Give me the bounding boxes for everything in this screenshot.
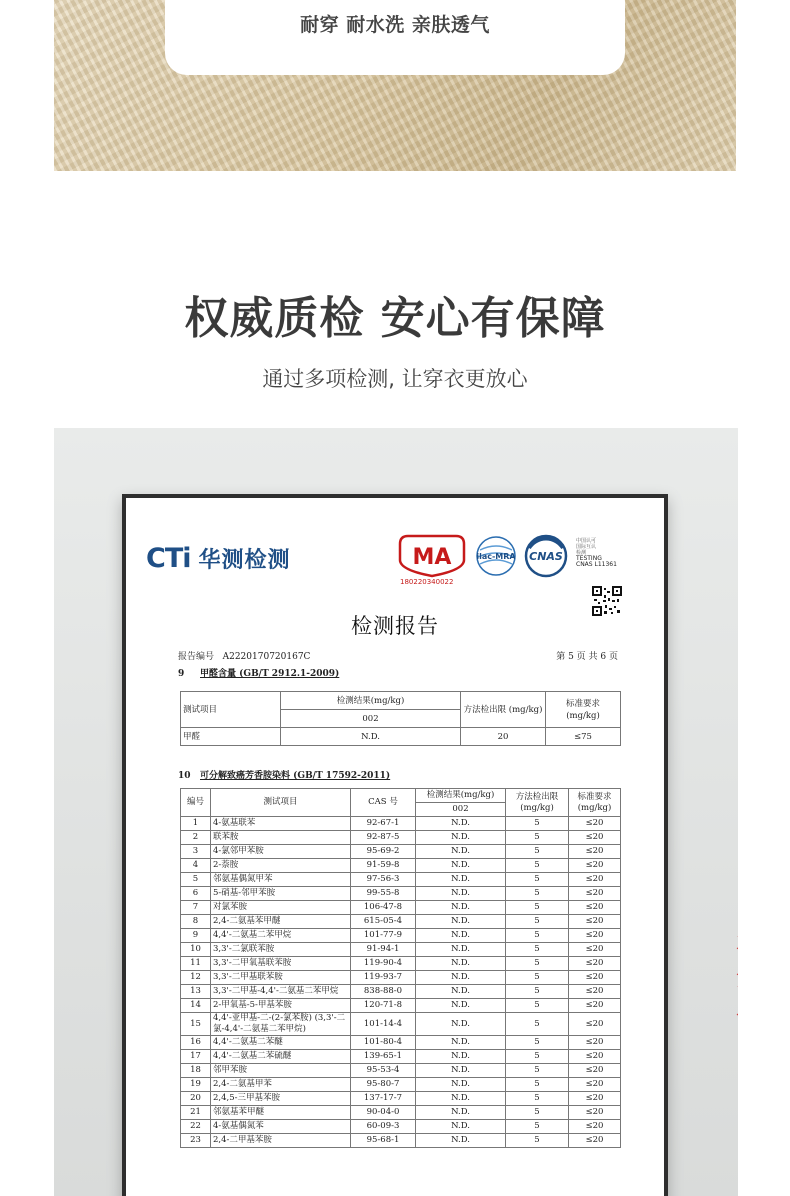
table-row (181, 971, 621, 985)
cell-item: 2,4,5-三甲基苯胺 (211, 1092, 351, 1106)
aromatic-amine-table (180, 788, 621, 1148)
cell-limit: 5 (506, 985, 569, 999)
cell-limit: 5 (506, 831, 569, 845)
cell-cas: 106-47-8 (351, 901, 416, 915)
cell-limit: 5 (506, 971, 569, 985)
table-header-row: 编号 测试项目 CAS 号 检测结果(mg/kg) 方法检出限 (mg/kg) 标准要求 (mg/kg) (181, 789, 621, 803)
banner-caption-card (165, 0, 625, 75)
table-row (181, 873, 621, 887)
cell-limit: 5 (506, 1092, 569, 1106)
table-row (181, 1120, 621, 1134)
cell-standard: ≤20 (569, 999, 621, 1013)
fabric-banner-image (54, 0, 736, 171)
cell-standard: ≤20 (569, 817, 621, 831)
cell-standard: ≤20 (569, 943, 621, 957)
cell-result: N.D. (416, 817, 506, 831)
cell-result: N.D. (416, 999, 506, 1013)
cell-item: 邻甲苯胺 (211, 1064, 351, 1078)
cell-limit: 5 (506, 1064, 569, 1078)
cell-no: 16 (181, 1036, 211, 1050)
cell-standard: ≤20 (569, 1013, 621, 1036)
cell-cas: 101-14-4 (351, 1013, 416, 1036)
report-frame (122, 494, 668, 1196)
cell-result: N.D. (416, 1092, 506, 1106)
cell-no: 20 (181, 1092, 211, 1106)
cell-result: N.D. (416, 957, 506, 971)
cell-item: 邻氨基苯甲醚 (211, 1106, 351, 1120)
cell-cas: 139-65-1 (351, 1050, 416, 1064)
cell-item: 4,4'-二氨基二苯硫醚 (211, 1050, 351, 1064)
cell-no: 2 (181, 831, 211, 845)
cell-cas: 95-69-2 (351, 845, 416, 859)
cell-item: 4-氨基偶氮苯 (211, 1120, 351, 1134)
cell-result: N.D. (416, 1036, 506, 1050)
cell-cas: 92-87-5 (351, 831, 416, 845)
cell-limit: 5 (506, 859, 569, 873)
table-row (181, 859, 621, 873)
cti-logo-name: 华测检测 (198, 547, 291, 573)
cell-cas: 615-05-4 (351, 915, 416, 929)
cell-standard: ≤20 (569, 929, 621, 943)
cnas-icon (526, 536, 566, 576)
table-row (181, 1092, 621, 1106)
table-row (181, 999, 621, 1013)
table-row (181, 1134, 621, 1148)
cell-item: 4-氯邻甲苯胺 (211, 845, 351, 859)
cell-no: 15 (181, 1013, 211, 1036)
cell-limit: 5 (506, 999, 569, 1013)
cell-item: 4-氨基联苯 (211, 817, 351, 831)
cell-cas: 137-17-7 (351, 1092, 416, 1106)
cell-no: 11 (181, 957, 211, 971)
cti-logo-mark: CTi (146, 542, 191, 574)
cell-standard: ≤20 (569, 1092, 621, 1106)
cell-result: N.D. (416, 971, 506, 985)
cell-standard: ≤20 (569, 971, 621, 985)
cell-limit: 5 (506, 1120, 569, 1134)
cell-item: 3,3'-二甲基-4,4'-二氨基二苯甲烷 (211, 985, 351, 999)
cell-standard: ≤20 (569, 845, 621, 859)
cell-item: 4,4'-亚甲基-二-(2-氯苯胺) (3,3'-二氯-4,4'-二氨基二苯甲烷) (211, 1013, 351, 1036)
page-indicator: 第 5 页 共 6 页 (556, 652, 618, 662)
cell-standard: ≤20 (569, 1078, 621, 1092)
cell-no: 21 (181, 1106, 211, 1120)
cell-no: 13 (181, 985, 211, 999)
table-header-row: 002 (181, 710, 621, 728)
table-row (181, 901, 621, 915)
cell-no: 5 (181, 873, 211, 887)
cell-limit: 5 (506, 1134, 569, 1148)
cti-logo (146, 538, 291, 578)
cell-no: 14 (181, 999, 211, 1013)
cell-limit: 5 (506, 1036, 569, 1050)
cell-standard: ≤20 (569, 1134, 621, 1148)
cell-cas: 91-94-1 (351, 943, 416, 957)
cell-standard: ≤20 (569, 887, 621, 901)
cell-no: 22 (181, 1120, 211, 1134)
table-row: 甲醛 N.D. 20 ≤75 (181, 728, 621, 746)
cell-limit: 5 (506, 845, 569, 859)
cell-standard: ≤20 (569, 1106, 621, 1120)
cell-no: 19 (181, 1078, 211, 1092)
svg-text:MA: MA (412, 545, 452, 570)
cell-item: 3,3'-二甲基联苯胺 (211, 971, 351, 985)
table-row (181, 817, 621, 831)
cma-number: 180220340022 (400, 578, 454, 586)
table-row (181, 1064, 621, 1078)
cell-cas: 60-09-3 (351, 1120, 416, 1134)
cell-item: 4,4'-二氨基二苯甲烷 (211, 929, 351, 943)
cell-item: 2-甲氧基-5-甲基苯胺 (211, 999, 351, 1013)
cell-no: 23 (181, 1134, 211, 1148)
cell-cas: 95-80-7 (351, 1078, 416, 1092)
cma-seal-icon (400, 536, 464, 576)
cell-result: N.D. (416, 1013, 506, 1036)
report-photo (54, 428, 738, 1196)
cell-item: 对氯苯胺 (211, 901, 351, 915)
cell-cas: 101-80-4 (351, 1036, 416, 1050)
cell-standard: ≤20 (569, 1036, 621, 1050)
cell-standard: ≤20 (569, 901, 621, 915)
report-paper (132, 504, 658, 1196)
cell-cas: 95-68-1 (351, 1134, 416, 1148)
cell-cas: 90-04-0 (351, 1106, 416, 1120)
cell-no: 3 (181, 845, 211, 859)
table-row (181, 985, 621, 999)
cell-standard: ≤20 (569, 915, 621, 929)
cell-cas: 838-88-0 (351, 985, 416, 999)
table-row (181, 929, 621, 943)
table-header-row: 测试项目 检测结果(mg/kg) 方法检出限 (mg/kg) 标准要求 (mg/kg) (181, 692, 621, 710)
cell-standard: ≤20 (569, 985, 621, 999)
report-number: 报告编号 A2220170720167C (178, 652, 311, 662)
cell-limit: 5 (506, 943, 569, 957)
table-header-row: 002 (181, 803, 621, 817)
table-row (181, 1013, 621, 1036)
cell-limit: 5 (506, 915, 569, 929)
cell-limit: 5 (506, 873, 569, 887)
cell-result: N.D. (416, 943, 506, 957)
cell-no: 12 (181, 971, 211, 985)
cell-standard: ≤20 (569, 957, 621, 971)
aromatic-amine-rows (181, 817, 621, 1148)
cell-limit: 5 (506, 929, 569, 943)
cell-item: 联苯胺 (211, 831, 351, 845)
cell-no: 17 (181, 1050, 211, 1064)
cell-result: N.D. (416, 985, 506, 999)
cell-item: 2-萘胺 (211, 859, 351, 873)
cnas-accreditation-text: 中国认可 国际互认 检测 TESTING CNAS L11361 (576, 538, 617, 568)
cell-item: 5-硝基-邻甲苯胺 (211, 887, 351, 901)
report-title: 检测报告 (351, 614, 439, 638)
cell-cas: 97-56-3 (351, 873, 416, 887)
cell-result: N.D. (416, 929, 506, 943)
cell-standard: ≤20 (569, 859, 621, 873)
cell-no: 6 (181, 887, 211, 901)
cell-item: 2,4-二甲基苯胺 (211, 1134, 351, 1148)
table-row (181, 1050, 621, 1064)
cell-limit: 5 (506, 887, 569, 901)
cell-standard: ≤20 (569, 873, 621, 887)
cell-cas: 92-67-1 (351, 817, 416, 831)
cell-limit: 5 (506, 1013, 569, 1036)
ilac-mra-icon (476, 537, 516, 575)
cell-result: N.D. (416, 1050, 506, 1064)
table-row (181, 943, 621, 957)
cell-standard: ≤20 (569, 1064, 621, 1078)
cell-cas: 119-90-4 (351, 957, 416, 971)
table-row (181, 831, 621, 845)
red-stamp-edge (735, 934, 738, 1024)
section-9-heading: 9 甲醛含量 (GB/T 2912.1-2009) (178, 669, 340, 679)
svg-text:ilac-MRA: ilac-MRA (476, 552, 516, 561)
cell-cas: 120-71-8 (351, 999, 416, 1013)
cell-no: 9 (181, 929, 211, 943)
cell-item: 3,3'-二氯联苯胺 (211, 943, 351, 957)
table-row (181, 1078, 621, 1092)
cell-cas: 119-93-7 (351, 971, 416, 985)
cell-no: 8 (181, 915, 211, 929)
cell-item: 2,4-二氨基苯甲醚 (211, 915, 351, 929)
table-row (181, 887, 621, 901)
cell-limit: 5 (506, 957, 569, 971)
cell-limit: 5 (506, 1078, 569, 1092)
cell-cas: 91-59-8 (351, 859, 416, 873)
table-row (181, 1036, 621, 1050)
section-subheadline: 通过多项检测, 让穿衣更放心 (262, 367, 528, 391)
section-10-heading: 10 可分解致癌芳香胺染料 (GB/T 17592-2011) (178, 771, 391, 781)
cell-result: N.D. (416, 915, 506, 929)
cell-item: 4,4'-二氨基二苯醚 (211, 1036, 351, 1050)
certification-marks (396, 530, 626, 590)
cell-result: N.D. (416, 1120, 506, 1134)
cell-cas: 95-53-4 (351, 1064, 416, 1078)
cell-standard: ≤20 (569, 831, 621, 845)
cell-result: N.D. (416, 901, 506, 915)
cell-result: N.D. (416, 1064, 506, 1078)
cell-item: 2,4-二氨基甲苯 (211, 1078, 351, 1092)
cell-item: 邻氨基偶氮甲苯 (211, 873, 351, 887)
cell-result: N.D. (416, 831, 506, 845)
cell-result: N.D. (416, 859, 506, 873)
cell-result: N.D. (416, 873, 506, 887)
cell-no: 7 (181, 901, 211, 915)
table-row (181, 845, 621, 859)
cell-limit: 5 (506, 1050, 569, 1064)
cell-result: N.D. (416, 1134, 506, 1148)
svg-text:CNAS: CNAS (529, 550, 563, 563)
cell-limit: 5 (506, 901, 569, 915)
cell-cas: 101-77-9 (351, 929, 416, 943)
cell-result: N.D. (416, 1106, 506, 1120)
cell-no: 1 (181, 817, 211, 831)
cell-result: N.D. (416, 845, 506, 859)
cell-no: 18 (181, 1064, 211, 1078)
cell-item: 3,3'-二甲氧基联苯胺 (211, 957, 351, 971)
table-row (181, 915, 621, 929)
banner-caption: 耐穿 耐水洗 亲肤透气 (300, 14, 490, 36)
cell-limit: 5 (506, 817, 569, 831)
cell-result: N.D. (416, 1078, 506, 1092)
cell-result: N.D. (416, 887, 506, 901)
table-row (181, 1106, 621, 1120)
section-headline: 权威质检 安心有保障 (184, 293, 606, 344)
cell-no: 4 (181, 859, 211, 873)
cell-cas: 99-55-8 (351, 887, 416, 901)
cell-no: 10 (181, 943, 211, 957)
cell-limit: 5 (506, 1106, 569, 1120)
cell-standard: ≤20 (569, 1050, 621, 1064)
formaldehyde-table (180, 691, 621, 746)
table-row (181, 957, 621, 971)
cell-standard: ≤20 (569, 1120, 621, 1134)
